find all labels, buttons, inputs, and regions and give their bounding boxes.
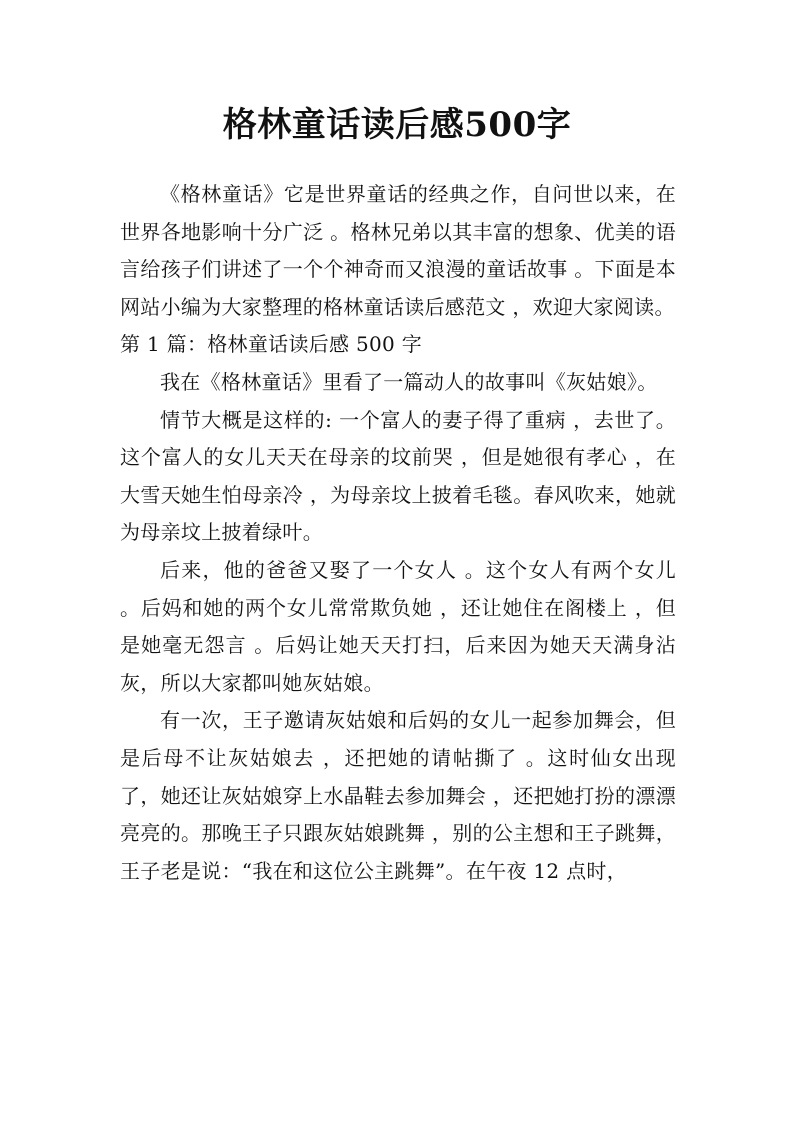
document-title: 格林童话读后感500字 <box>222 105 572 145</box>
body-paragraph: 情节大概是这样的: 一个富人的妻子得了重病 ，去世了。这个富人的女儿天天在母亲的坟前哭 ，但是她很有孝心 ，在大雪天她生怕母亲冷 ，为母亲坟上披着毛毯。春风吹来，她就为母亲坟上披着绿叶。 <box>120 407 676 545</box>
intro-paragraph: 《格林童话》它是世界童话的经典之作，自问世以来，在世界各地影响十分广泛 。格林兄弟以其丰富的想象、优美的语言给孩子们讲述了一个个神奇而又浪漫的童话故事 。下面是本网站小编为大家整理的格林童话读后感范文 ，欢迎大家阅读。 <box>120 182 676 319</box>
body-paragraph: 有一次，王子邀请灰姑娘和后妈的女儿一起参加舞会，但是后母不让灰姑娘去 ，还把她的请帖撕了 。这时仙女出现了，她还让灰姑娘穿上水晶鞋去参加舞会 ，还把她打扮的漂漂亮亮的。那晚王子只跟灰姑娘跳舞 ，别的公主想和王子跳舞，王子老是说：“我在和这位公主跳舞”。在午夜 12 点时， <box>120 708 676 883</box>
section-heading: 第 1 篇：格林童话读后感 500 字 <box>120 332 423 357</box>
document-body <box>120 176 676 890</box>
body-paragraph: 我在《格林童话》里看了一篇动人的故事叫《灰姑娘》。 <box>160 369 658 394</box>
body-paragraph: 后来，他的爸爸又娶了一个女人 。这个女人有两个女儿 。后妈和她的两个女儿常常欺负她 ，还让她住在阁楼上 ，但是她毫无怨言 。后妈让她天天打扫，后来因为她天天满身沾灰，所以大家都叫她灰姑娘。 <box>120 557 676 695</box>
